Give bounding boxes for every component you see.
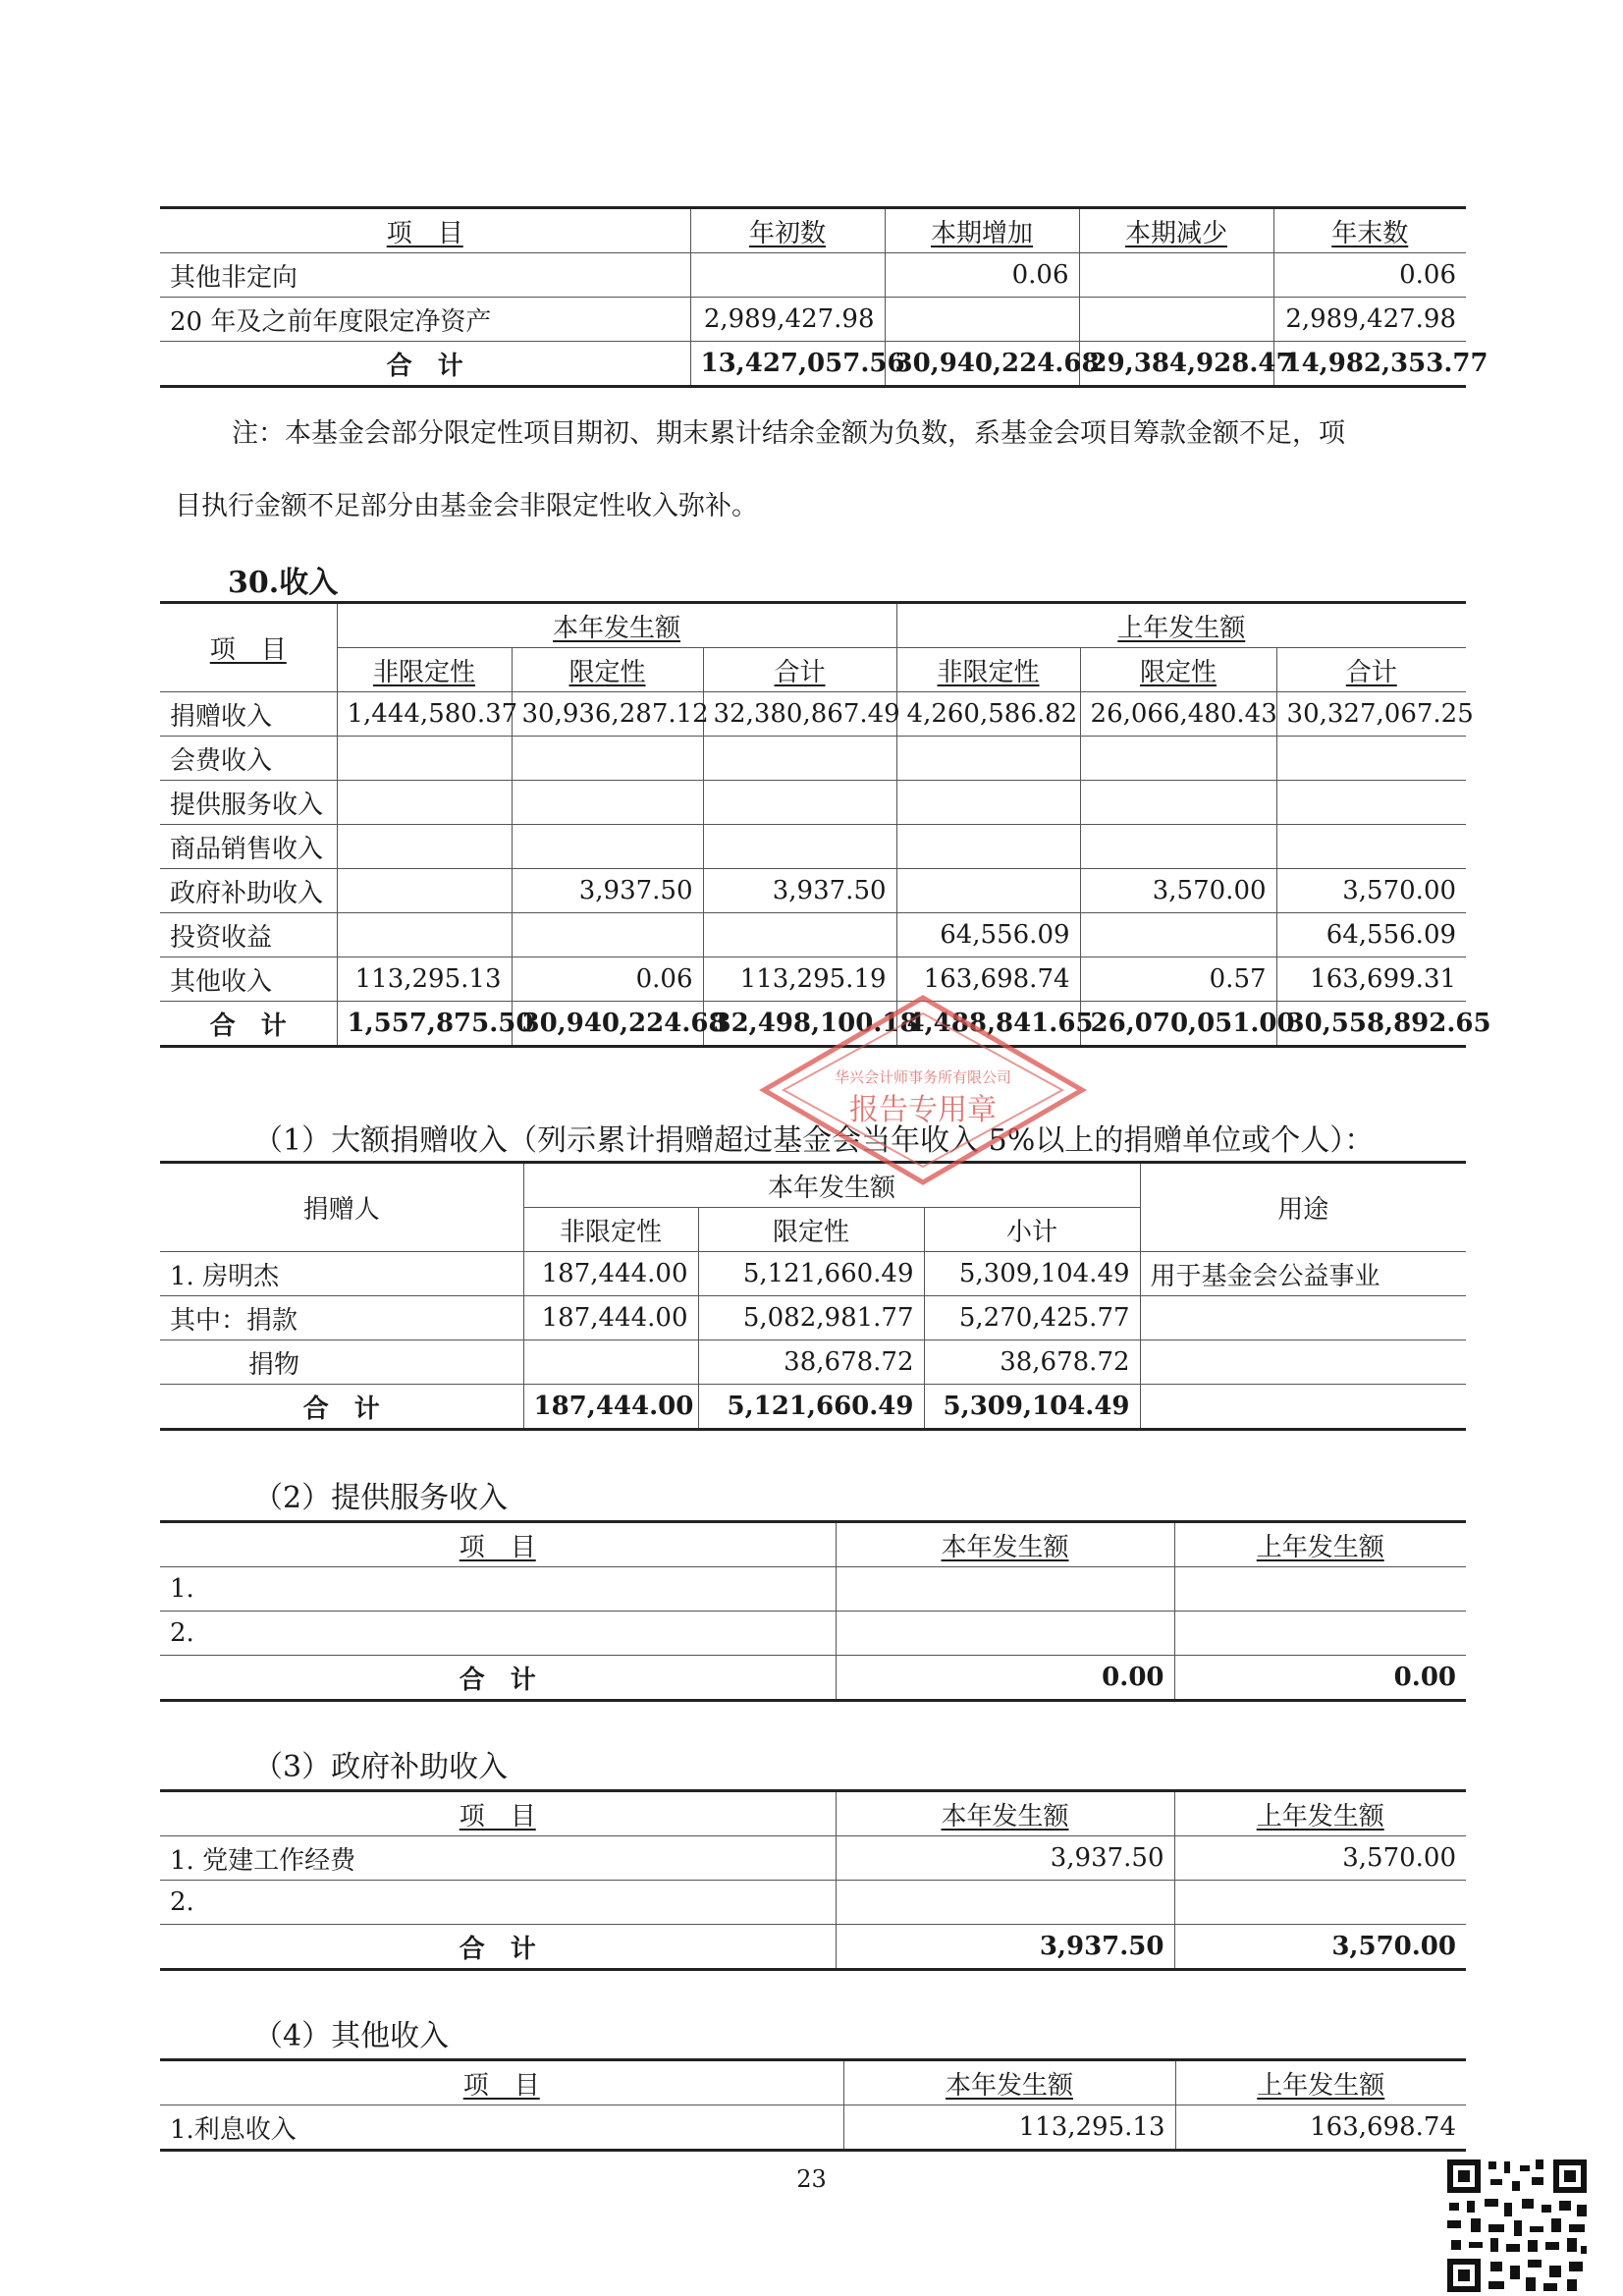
row-label: 提供服务收入	[160, 781, 337, 825]
cell	[703, 737, 896, 781]
other-income-table	[160, 2058, 1466, 2152]
cell: 0.57	[1080, 957, 1276, 1002]
cell	[1174, 1612, 1466, 1656]
group-header-prior-year: 上年发生额	[896, 603, 1466, 648]
cell	[1276, 781, 1466, 825]
net-assets-table	[160, 206, 1488, 388]
row-label: 投资收益	[160, 913, 337, 957]
cell: 64,556.09	[896, 913, 1080, 957]
cell: 3,570.00	[1080, 869, 1276, 913]
cell: 4,488,841.65	[896, 1002, 1080, 1047]
col-header-item: 项 目	[160, 603, 337, 692]
row-label: 捐赠收入	[160, 692, 337, 737]
col-header-unrestricted: 非限定性	[337, 648, 512, 692]
table-row	[160, 1836, 1466, 1881]
cell	[337, 781, 512, 825]
total-label: 合 计	[160, 1002, 337, 1047]
table-row	[160, 1881, 1466, 1925]
cell: 3,570.00	[1174, 1836, 1466, 1881]
cell	[836, 1612, 1174, 1656]
row-label: 2.	[160, 1881, 836, 1925]
row-label: 其中：捐款	[160, 1296, 523, 1340]
col-header-prior-year: 上年发生额	[1175, 2060, 1466, 2105]
col-header-current-year: 本年发生额	[836, 1522, 1174, 1567]
group-header-current-year: 本年发生额	[523, 1163, 1140, 1208]
total-row	[160, 1656, 1466, 1701]
col-header-prior-year: 上年发生额	[1174, 1791, 1466, 1836]
col-header-total: 合计	[703, 648, 896, 692]
cell: 14,982,353.77	[1273, 342, 1466, 387]
cell	[337, 869, 512, 913]
table-row	[160, 2105, 1466, 2151]
cell: 26,066,480.43	[1080, 692, 1276, 737]
cell	[1079, 253, 1273, 298]
cell	[512, 913, 703, 957]
page-number: 23	[796, 2165, 827, 2193]
col-header-closing: 年末数	[1273, 208, 1466, 253]
cell: 4,260,586.82	[896, 692, 1080, 737]
cell	[523, 1340, 698, 1385]
col-header-increase: 本期增加	[885, 208, 1079, 253]
cell: 3,570.00	[1276, 869, 1466, 913]
cell	[703, 781, 896, 825]
col-header-prior-unrestricted: 非限定性	[896, 648, 1080, 692]
col-header-item: 项 目	[160, 1791, 836, 1836]
cell	[1174, 1567, 1466, 1612]
sub1-title: （1）大额捐赠收入（列示累计捐赠超过基金会当年收入 5%以上的捐赠单位或个人）：	[253, 1123, 1375, 1158]
cell	[1080, 825, 1276, 869]
total-label: 合 计	[160, 1385, 523, 1430]
table-row	[160, 298, 1466, 342]
table-row	[160, 781, 1466, 825]
table-row	[160, 253, 1466, 298]
cell: 26,070,051.00	[1080, 1002, 1276, 1047]
cell: 30,558,892.65	[1276, 1002, 1466, 1047]
income-table	[160, 601, 1491, 1048]
cell: 113,295.19	[703, 957, 896, 1002]
cell	[512, 781, 703, 825]
cell: 5,121,660.49	[698, 1385, 924, 1430]
cell: 32,380,867.49	[703, 692, 896, 737]
total-row	[160, 1385, 1466, 1430]
cell	[1140, 1296, 1466, 1340]
total-label: 合 计	[160, 1925, 836, 1970]
cell: 1,557,875.50	[337, 1002, 512, 1047]
cell: 30,940,224.68	[885, 342, 1079, 387]
cell	[836, 1567, 1174, 1612]
cell	[1140, 1340, 1466, 1385]
cell: 3,570.00	[1174, 1925, 1466, 1970]
row-label: 1. 党建工作经费	[160, 1836, 836, 1881]
row-label: 其他收入	[160, 957, 337, 1002]
cell: 163,698.74	[1175, 2105, 1466, 2151]
col-header-decrease: 本期减少	[1079, 208, 1273, 253]
cell	[1140, 1385, 1466, 1430]
row-label: 捐物	[160, 1340, 523, 1385]
cell: 30,327,067.25	[1276, 692, 1466, 737]
row-label: 政府补助收入	[160, 869, 337, 913]
cell	[512, 737, 703, 781]
cell: 29,384,928.47	[1079, 342, 1273, 387]
cell: 0.00	[1174, 1656, 1466, 1701]
sub3-title: （3）政府补助收入	[253, 1750, 509, 1784]
cell	[1079, 298, 1273, 342]
col-header-prior-year: 上年发生额	[1174, 1522, 1466, 1567]
cell	[1174, 1881, 1466, 1925]
row-label: 1. 房明杰	[160, 1252, 523, 1296]
note-line-1: 注：本基金会部分限定性项目期初、期末累计结余金额为负数，系基金会项目筹款金额不足，项	[232, 418, 1345, 449]
cell: 0.06	[1273, 253, 1466, 298]
col-header-donor: 捐赠人	[160, 1163, 523, 1252]
cell: 38,678.72	[924, 1340, 1140, 1385]
cell: 用于基金会公益事业	[1140, 1252, 1466, 1296]
cell	[1080, 737, 1276, 781]
cell: 3,937.50	[836, 1836, 1174, 1881]
cell: 5,121,660.49	[698, 1252, 924, 1296]
cell	[836, 1881, 1174, 1925]
cell: 0.06	[512, 957, 703, 1002]
col-header-restricted: 限定性	[512, 648, 703, 692]
cell	[896, 825, 1080, 869]
gov-subsidy-table	[160, 1789, 1466, 1971]
col-header-subtotal: 小计	[924, 1208, 1140, 1252]
row-label: 会费收入	[160, 737, 337, 781]
cell: 64,556.09	[1276, 913, 1466, 957]
table-row	[160, 1296, 1466, 1340]
cell: 5,309,104.49	[924, 1252, 1140, 1296]
cell: 113,295.13	[337, 957, 512, 1002]
cell: 3,937.50	[836, 1925, 1174, 1970]
total-row	[160, 1925, 1466, 1970]
row-label: 20 年及之前年度限定净资产	[160, 298, 690, 342]
qr-code-icon	[1443, 2156, 1591, 2296]
cell: 187,444.00	[523, 1296, 698, 1340]
cell: 2,989,427.98	[690, 298, 885, 342]
cell: 5,082,981.77	[698, 1296, 924, 1340]
group-header-current-year: 本年发生额	[337, 603, 896, 648]
cell	[690, 253, 885, 298]
col-header-item: 项 目	[160, 2060, 843, 2105]
table-row	[160, 1340, 1466, 1385]
table-row	[160, 1252, 1466, 1296]
total-label: 合 计	[160, 1656, 836, 1701]
cell	[885, 298, 1079, 342]
cell: 163,699.31	[1276, 957, 1466, 1002]
col-header-opening: 年初数	[690, 208, 885, 253]
cell: 1,444,580.37	[337, 692, 512, 737]
table-row	[160, 825, 1466, 869]
cell: 113,295.13	[843, 2105, 1175, 2151]
cell	[1276, 737, 1466, 781]
stamp-org: 华兴会计师事务所有限公司	[834, 1068, 1012, 1086]
cell	[896, 737, 1080, 781]
cell	[896, 781, 1080, 825]
cell: 0.06	[885, 253, 1079, 298]
col-header-use: 用途	[1140, 1163, 1466, 1252]
cell: 5,270,425.77	[924, 1296, 1140, 1340]
row-label: 商品销售收入	[160, 825, 337, 869]
col-header-restricted: 限定性	[698, 1208, 924, 1252]
cell: 0.00	[836, 1656, 1174, 1701]
table-row	[160, 692, 1466, 737]
table-row	[160, 1612, 1466, 1656]
row-label: 其他非定向	[160, 253, 690, 298]
col-header-prior-total: 合计	[1276, 648, 1466, 692]
cell: 13,427,057.56	[690, 342, 885, 387]
cell: 5,309,104.49	[924, 1385, 1140, 1430]
table-row	[160, 913, 1466, 957]
col-header-unrestricted: 非限定性	[523, 1208, 698, 1252]
cell: 32,498,100.18	[703, 1002, 896, 1047]
row-label: 2.	[160, 1612, 836, 1656]
cell	[512, 825, 703, 869]
cell: 187,444.00	[523, 1252, 698, 1296]
cell: 3,937.50	[512, 869, 703, 913]
col-header-current-year: 本年发生额	[836, 1791, 1174, 1836]
table-row	[160, 1567, 1466, 1612]
col-header-item: 项 目	[160, 1522, 836, 1567]
col-header-current-year: 本年发生额	[843, 2060, 1175, 2105]
cell	[896, 869, 1080, 913]
table-row	[160, 737, 1466, 781]
cell: 187,444.00	[523, 1385, 698, 1430]
section-30-title: 30.收入	[228, 566, 339, 600]
total-label: 合 计	[160, 342, 690, 387]
cell	[337, 737, 512, 781]
cell	[337, 825, 512, 869]
service-income-table	[160, 1520, 1466, 1702]
cell: 3,937.50	[703, 869, 896, 913]
cell	[1080, 913, 1276, 957]
cell: 30,936,287.12	[512, 692, 703, 737]
cell: 38,678.72	[698, 1340, 924, 1385]
cell	[337, 913, 512, 957]
cell: 30,940,224.68	[512, 1002, 703, 1047]
large-donations-table	[160, 1161, 1466, 1431]
row-label: 1.	[160, 1567, 836, 1612]
note-line-2: 目执行金额不足部分由基金会非限定性收入弥补。	[175, 491, 758, 521]
sub2-title: （2）提供服务收入	[253, 1481, 509, 1515]
cell	[703, 913, 896, 957]
cell: 163,698.74	[896, 957, 1080, 1002]
auditor-stamp	[756, 992, 1090, 1188]
sub4-title: （4）其他收入	[253, 2019, 450, 2053]
cell: 2,989,427.98	[1273, 298, 1466, 342]
total-row	[160, 342, 1466, 387]
cell	[1080, 781, 1276, 825]
col-header-item: 项 目	[160, 208, 690, 253]
table-row	[160, 869, 1466, 913]
row-label: 1.利息收入	[160, 2105, 843, 2151]
stamp-text: 报告专用章	[849, 1093, 997, 1127]
col-header-prior-restricted: 限定性	[1080, 648, 1276, 692]
cell	[1276, 825, 1466, 869]
cell	[703, 825, 896, 869]
